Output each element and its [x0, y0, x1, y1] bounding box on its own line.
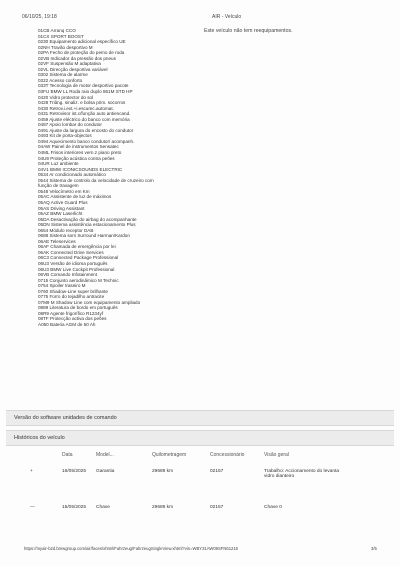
equipment-item: 02VB Indicador da pressão dos pneus [38, 55, 116, 61]
row-dealer: 02157 [210, 469, 224, 474]
equipment-item: 06U3 Versão de idioma português [38, 260, 108, 266]
equipment-item: 0322 Acesso conforto [38, 77, 83, 83]
col-header-dealer[interactable]: Concessionário [210, 452, 245, 458]
equipment-item: 04AW Painel de instrumentos Sensatec [38, 144, 119, 150]
equipment-item: 06AF Chamada de emergência por lei [38, 244, 116, 250]
history-table-header [30, 452, 370, 469]
equipment-item: função de travagem [38, 183, 79, 189]
equipment-item: 05DA Desactivação do airbag do acompanhante [38, 216, 137, 222]
col-header-mileage[interactable]: Quilometragem [152, 452, 187, 458]
equipment-item: 08TF Protecção activa dos peões [38, 316, 107, 322]
page-number: 3/5 [371, 546, 377, 551]
software-section-title: Versão do software unidades de comando [14, 415, 117, 421]
equipment-item: 08R9 Agente frigorífico R1234yf [38, 310, 104, 316]
expand-row-button[interactable]: + [30, 469, 33, 474]
equipment-item: 0420 Vidro protector do sol [38, 94, 94, 100]
equipment-item: 0459 Ajuste eléctrico do banco com memória [38, 116, 130, 122]
row-model: Garantia [96, 469, 115, 474]
history-section-title: Históricos do veículo [14, 435, 65, 441]
equipment-item: 0544 Sistema de controlo da velocidade de cruzeiro com [38, 177, 154, 183]
software-section-header[interactable] [6, 410, 394, 426]
row-date: 15/05/2025 [62, 505, 87, 510]
equipment-item: 02PA Fecho de proteção do pemo de roda [38, 50, 125, 56]
equipment-item: 0430 Retrov.i.ext.+i.escurec.automat. [38, 105, 114, 111]
equipment-item: 05AQ Active Guard Plus [38, 199, 88, 205]
equipment-item: 033T Tecnologia de motor desportivo pacote [38, 83, 129, 89]
equipment-item: 04V1 BMW ICONICSOUNDS ELECTRIC [38, 166, 123, 172]
table-row [30, 469, 370, 505]
equipment-item: 06AE Teleservices [38, 238, 76, 244]
equipment-item: 03FU BMW LL Roda raio duplo 861M STD HP [38, 89, 133, 95]
equipment-item: 06U3 BMW Live Cockpit Professional [38, 266, 115, 272]
equipment-item: 0754 Spoiler traseiro M [38, 283, 86, 289]
row-model: Chave [96, 505, 110, 510]
equipment-item: 01CX SPORT BOOST [38, 33, 84, 39]
equipment-item: 04UR Luz ambiente [38, 161, 79, 167]
equipment-item: 0889 Literatura de bordo em português [38, 305, 118, 311]
row-overview-line: Trabalho: Accionamento do levanta [264, 469, 340, 474]
equipment-item: 05AC Assistente de luz de máximos [38, 194, 112, 200]
equipment-item: 0760 Shadow-Line super brilhante [38, 288, 108, 294]
equipment-item: 0548 Velocímetro em Km [38, 188, 90, 194]
row-overview-line: vidro dianteiro [264, 474, 295, 479]
equipment-item: 0230 Equipamento adicional específico UE [38, 39, 126, 45]
equipment-item: 0688 Sistema som Surround Harman/Kardon [38, 233, 130, 239]
equipment-item: 02VF Suspensão M adaptativa [38, 61, 101, 67]
row-mileage: 29689 km [152, 469, 174, 474]
equipment-item: 0487 Apoio lombar do condutor [38, 122, 102, 128]
equipment-item: 07M9 M Shadow Line com equipamento ampliado [38, 299, 141, 305]
equipment-item: 05AZ BMW Laserlicht [38, 211, 83, 217]
equipment-item: 0428 Triâng. sinaliz. e bolsa prim. socorros [38, 100, 126, 106]
collapse-row-button[interactable]: — [30, 505, 35, 510]
equipment-item: 0534 Ar condicionado automático [38, 172, 106, 178]
equipment-item: 01CB Arranq CCO [38, 28, 76, 33]
equipment-item: 0775 Forro do tejadilho antracite [38, 294, 105, 300]
equipment-item: 0494 Aquecimento banco condutor/ acompanh. [38, 138, 135, 144]
equipment-item: 0431 Retrovisor int.c/função auto antiencand. [38, 111, 131, 117]
retrofit-note: Este veículo não tem reequipamentos. [204, 28, 293, 34]
footer-url: https://myair-b2d.bmwgroup.com/air/faces/xhtml/Fahrzeug/FahrzeugSingleView.xhtml?vin=WBY31AW09SFN61216 [24, 546, 239, 551]
equipment-item: 06AK Connected Drive Services [38, 249, 104, 255]
col-header-overview[interactable]: Visão geral [264, 452, 289, 458]
equipment-item: 05AS Driving Assistant [38, 205, 85, 211]
equipment-item: 0493 Kit de porta-objectos [38, 133, 92, 139]
print-datetime: 06/10/25, 19:18 [22, 14, 57, 20]
history-table [30, 452, 370, 541]
history-section-header[interactable] [6, 430, 394, 446]
table-row [30, 505, 370, 541]
row-overview [264, 505, 370, 541]
equipment-list [38, 28, 198, 328]
equipment-item: 05DN Sistema assistência estacionamento Plus [38, 222, 136, 228]
equipment-item: 04ML Frisos interiores vern.z piano preto [38, 150, 122, 156]
equipment-item: A050 Bateria AGM de 50 Ah [38, 321, 96, 327]
row-date: 16/05/2025 [62, 469, 87, 474]
equipment-item: 02NH Travão desportivo M [38, 44, 93, 50]
row-overview-line: Chave 0 [264, 505, 282, 510]
equipment-item: 0654 Módulo receptor DAB [38, 227, 94, 233]
equipment-item: 02VL Direcção desportiva variável [38, 66, 108, 72]
row-mileage: 29689 km [152, 505, 174, 510]
equipment-item: 0715 Conjunto aerodinâmico M Technic [38, 277, 119, 283]
equipment-item: 04U9 Proteção acústica contra peões [38, 155, 115, 161]
equipment-item: 06VB Comando Infotainment [38, 272, 97, 278]
equipment-item: 0491 Ajuste da largura do encosto do condutor [38, 127, 134, 133]
row-dealer: 02157 [210, 505, 224, 510]
equipment-item: 0302 Sistema de alarme [38, 72, 88, 78]
equipment-item: 06C3 Connected Package Professional [38, 255, 119, 261]
row-overview [264, 469, 370, 505]
print-title: AIR - Veículo [212, 14, 242, 20]
col-header-model[interactable]: Model... [96, 452, 114, 458]
col-header-date[interactable]: Data [62, 452, 73, 458]
